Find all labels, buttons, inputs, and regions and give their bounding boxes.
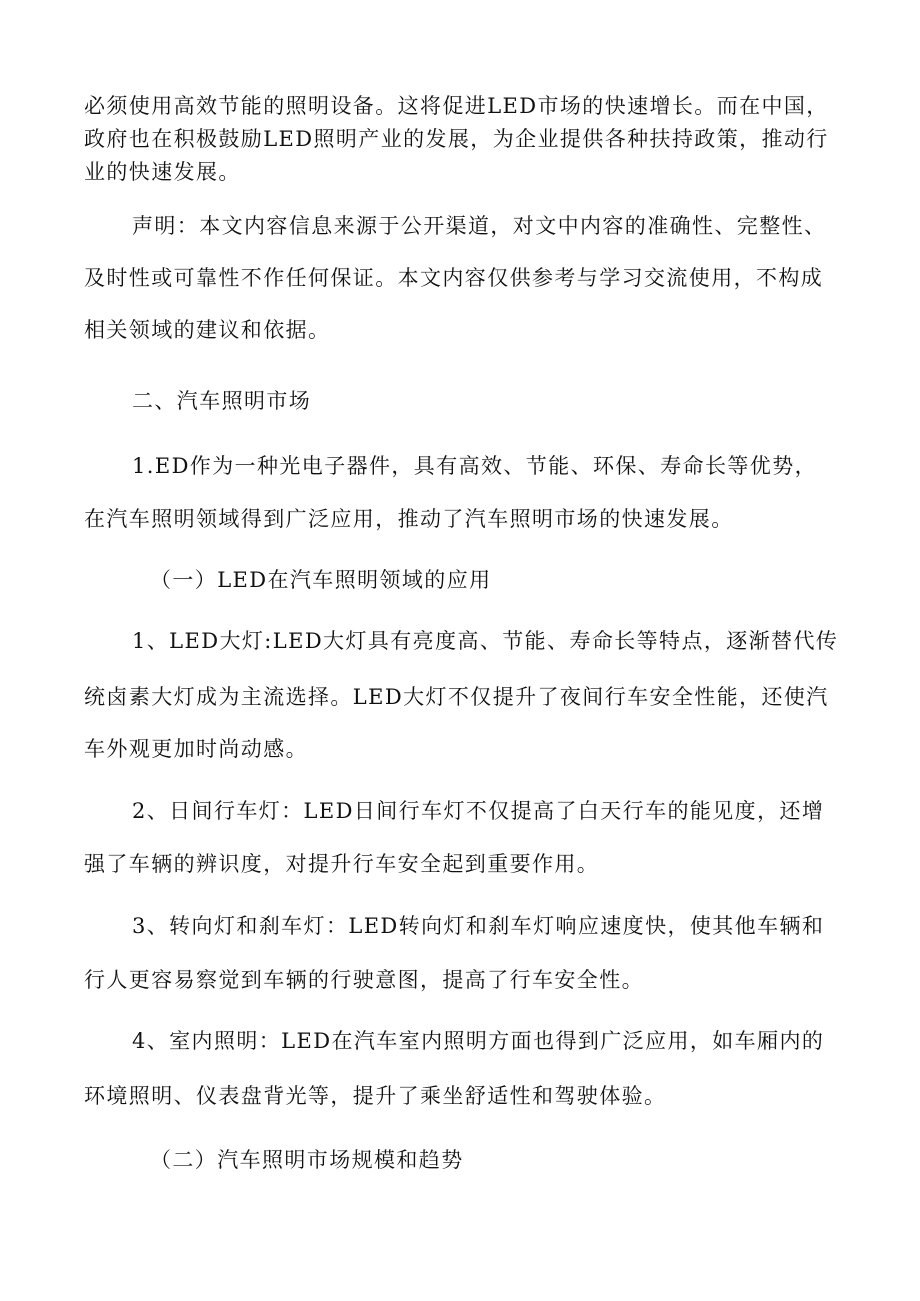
item-4-line-1: 4、室内照明：LED在汽车室内照明方面也得到广泛应用，如车厢内的 [132, 1029, 825, 1053]
item-1-line-2: 统卤素大灯成为主流选择。LED大灯不仅提升了夜间行车安全性能，还使汽 [84, 685, 829, 709]
item-1-line-3: 车外观更加时尚动感。 [84, 737, 308, 761]
subheading-led-applications: （一）LED在汽车照明领域的应用 [150, 568, 492, 592]
intro-line-2: 政府也在积极鼓励LED照明产业的发展，为企业提供各种扶持政策，推动行 [84, 127, 829, 151]
item-2-line-1: 2、日间行车灯：LED日间行车灯不仅提高了白天行车的能见度，还增 [132, 799, 825, 823]
item-3-line-2: 行人更容易察觉到车辆的行驶意图，提高了行车安全性。 [84, 968, 644, 992]
intro-line-1: 必须使用高效节能的照明设备。这将促进LED市场的快速增长。而在中国， [84, 94, 829, 118]
disclaimer-line-3: 相关领域的建议和依据。 [84, 318, 331, 342]
item-3-line-1: 3、转向灯和刹车灯：LED转向灯和刹车灯响应速度快，使其他车辆和 [132, 914, 825, 938]
item-2-line-2: 强了车辆的辨识度，对提升行车安全起到重要作用。 [84, 852, 600, 876]
section-intro-line-2: 在汽车照明领域得到广泛应用，推动了汽车照明市场的快速发展。 [84, 507, 734, 531]
disclaimer-line-1: 声明：本文内容信息来源于公开渠道，对文中内容的准确性、完整性、 [132, 214, 827, 238]
disclaimer-line-2: 及时性或可靠性不作任何保证。本文内容仅供参考与学习交流使用，不构成 [84, 266, 824, 290]
item-4-line-2: 环境照明、仪表盘背光等，提升了乘坐舒适性和驾驶体验。 [84, 1084, 667, 1108]
section-intro-line-1: 1.ED作为一种光电子器件，具有高效、节能、环保、寿命长等优势， [132, 454, 817, 478]
item-1-line-1: 1、LED大灯:LED大灯具有亮度高、节能、寿命长等特点，逐渐替代传 [132, 629, 839, 653]
subheading-market-size: （二）汽车照明市场规模和趋势 [150, 1148, 464, 1172]
intro-line-3: 业的快速发展。 [84, 160, 241, 184]
section-heading: 二、汽车照明市场 [132, 389, 312, 413]
